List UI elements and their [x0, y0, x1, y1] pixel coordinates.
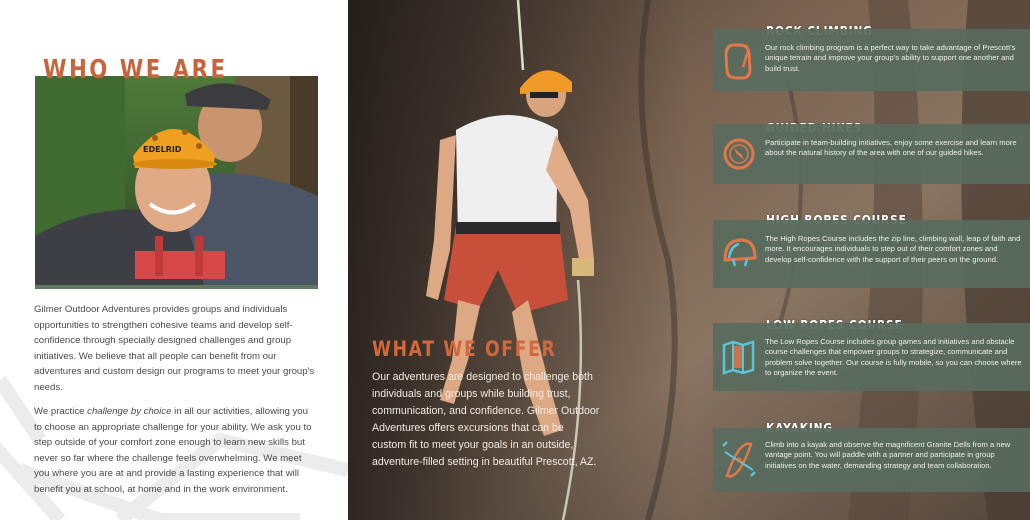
program-desc-high-ropes: The High Ropes Course includes the zip line, climbing wall, leap of faith and more. It encourages individuals to step out of their comfort zones and develop self-confidence with the support of their peers on the ground. — [765, 234, 1021, 264]
program-card-rock-climbing — [713, 29, 1030, 91]
program-card-kayaking — [713, 428, 1030, 492]
what-we-offer-body: Our adventures are designed to challenge both individuals and groups while building trust, communication, and confidence. Gilmer Outdoor Adventures offers excursions that can be custom fit to meet your goals in an outside, adventure-filled setting in beautiful Prescott, AZ. — [372, 371, 600, 468]
who-we-are-panel — [0, 0, 348, 520]
program-desc-kayaking: Climb into a kayak and observe the magnificent Granite Dells from a new vantage point. You will paddle with a partner and participate in group initiatives on the water, demanding strategy and team collaboration. — [765, 440, 1011, 470]
kayak-icon — [721, 438, 757, 482]
program-desc-rock-climbing: Our rock climbing program is a perfect way to take advantage of Prescott's unique terrain and improve your group's ability to support one another and build trust. — [765, 43, 1016, 73]
program-card-high-ropes — [713, 220, 1030, 288]
map-icon — [721, 337, 757, 377]
program-card-low-ropes — [713, 323, 1030, 391]
what-we-offer-panel — [348, 0, 1030, 520]
intro-paragraph: Gilmer Outdoor Adventures provides groups and individuals opportunities to strengthen cohesive teams and develop self-confidence through specially designed challenges and group initiatives. We believe that all people can benefit from our adventures and custom design our programs to meet your group's needs. — [34, 304, 315, 393]
helmet-brand-text: EDELRID — [143, 145, 182, 154]
compass-icon — [721, 134, 757, 174]
helmet-icon — [721, 234, 757, 274]
who-we-are-body — [34, 302, 316, 506]
challenge-by-choice-emphasis: challenge by choice — [87, 406, 172, 417]
climbers-helmet-photo — [35, 76, 318, 289]
program-card-guided-hikes — [713, 124, 1030, 184]
what-we-offer-title: WHAT WE OFFER — [372, 337, 557, 361]
photo-accent-bar — [35, 285, 318, 289]
program-desc-low-ropes: The Low Ropes Course includes group games and initiatives and obstacle course challenges that empower groups to strategize, communicate and problem solve together. Our course is fully mobile, so you can choose where to organize the event. — [765, 337, 1022, 378]
program-desc-guided-hikes: Participate in team-building initiatives, enjoy some exercise and learn more about the natural history of the area with one of our guided hikes. — [765, 138, 1017, 158]
carabiner-icon — [721, 41, 757, 81]
challenge-paragraph: We practice challenge by choice in all our activities, allowing you to choose an appropriate challenge for your ability. We ask you to step outside of your comfort zone enough to learn new skills but never so far where the challenge feels overwhelming. We meet you where you are at and provide a lasting experience that will benefit you at school, at home and in the work environment. — [34, 406, 312, 495]
who-we-are-title: WHO WE ARE — [43, 55, 228, 85]
